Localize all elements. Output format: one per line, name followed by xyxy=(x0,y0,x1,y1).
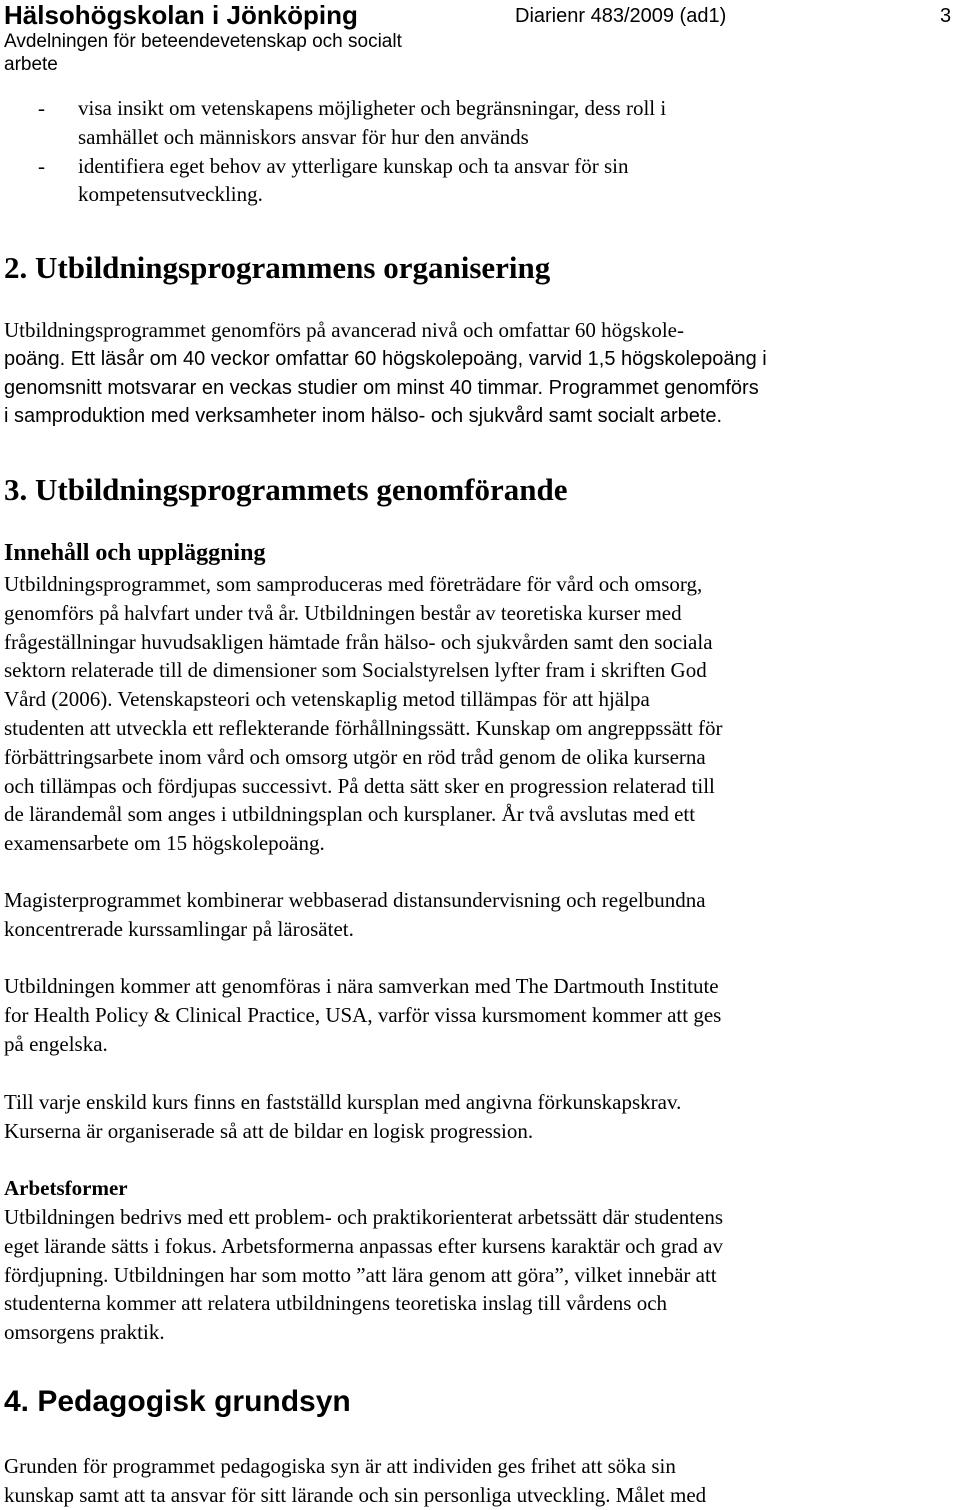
section-3-paragraph-4 xyxy=(4,1088,954,1146)
text-line: sektorn relaterade till de dimensioner som Socialstyrelsen lyfter fram i skriften God xyxy=(4,658,707,683)
section-3-paragraph-2 xyxy=(4,886,954,944)
text-line: studenterna kommer att relatera utbildningens teoretiska inslag till vårdens och xyxy=(4,1291,668,1316)
text-line: Utbildningsprogrammet, som samproduceras med företrädare för vård och omsorg, xyxy=(4,572,703,596)
text-line: koncentrerade kurssamlingar på lärosätet. xyxy=(4,916,354,941)
text-line: poäng. Ett läsår om 40 veckor omfattar 60 högskolepoäng, varvid 1,5 högskolepoäng i xyxy=(4,347,767,370)
text-line: Magisterprogrammet kombinerar webbaserad distansundervisning och regelbundna xyxy=(4,888,706,912)
text-line: kunskap samt att ta ansvar för sitt lärande och sin personliga utveckling. Målet med xyxy=(4,1482,707,1507)
text-line: studenten att utveckla ett reflekterande förhållningssätt. Kunskap om angreppssätt för xyxy=(4,715,723,740)
section-3-heading: 3. Utbildningsprogrammets genomförande xyxy=(4,472,568,507)
text-line: omsorgens praktik. xyxy=(4,1320,165,1345)
header-institution: Hälsohögskolan i Jönköping xyxy=(4,0,358,30)
text-line: eget lärande sätts i fokus. Arbetsformerna anpassas efter kursens karaktär och grad av xyxy=(4,1233,723,1258)
text-line: Till varje enskild kurs finns en fastställd kursplan med angivna förkunskapskrav. xyxy=(4,1090,682,1114)
section-4-paragraph xyxy=(4,1452,954,1510)
text-line: de lärandemål som anges i utbildningsplan och kursplaner. År två avslutas med ett xyxy=(4,802,696,827)
text-line: for Health Policy & Clinical Practice, USA, varför vissa kursmoment kommer att ges xyxy=(4,1002,722,1027)
bullet-list xyxy=(4,94,954,209)
text-line: på engelska. xyxy=(4,1031,108,1056)
text-line: och tillämpas och fördjupas successivt. På detta sätt sker en progression relaterad till xyxy=(4,773,715,798)
section-4-heading: 4. Pedagogisk grundsyn xyxy=(4,1385,351,1418)
text-line: förbättringsarbete inom vård och omsorg utgör en röd tråd genom de olika kurserna xyxy=(4,744,706,769)
text-line: Utbildningen bedrivs med ett problem- och praktikorienterat arbetssätt där studentens xyxy=(4,1205,724,1229)
bullet-line: kompetensutveckling. xyxy=(78,182,263,207)
bullet-dash: - xyxy=(38,96,45,120)
section-3-paragraph-3 xyxy=(4,972,954,1058)
text-line: frågeställningar huvudsakligen hämtade från hälso- och sjukvården samt den sociala xyxy=(4,629,713,654)
header-department: Avdelningen för beteendevetenskap och socialt arbete xyxy=(4,31,402,75)
section-3-subheading: Innehåll och uppläggning xyxy=(4,540,266,566)
section-2-paragraph xyxy=(4,316,954,431)
text-line: examensarbete om 15 högskolepoäng. xyxy=(4,831,325,856)
text-line: genomsnitt motsvarar en veckas studier om minst 40 timmar. Programmet genomförs xyxy=(4,376,759,399)
page-number: 3 xyxy=(940,5,952,27)
arbetsformer-heading: Arbetsformer xyxy=(4,1176,128,1200)
text-line: Kurserna är organiserade så att de bildar en logisk progression. xyxy=(4,1118,534,1143)
text-line: Grunden för programmet pedagogiska syn är att individen ges frihet att söka sin xyxy=(4,1454,676,1478)
text-line: Utbildningen kommer att genomföras i nära samverkan med The Dartmouth Institute xyxy=(4,974,719,998)
section-3-paragraph-5 xyxy=(4,1203,954,1347)
section-2-heading: 2. Utbildningsprogrammens organisering xyxy=(4,250,551,285)
header-diarienr: Diarienr 483/2009 (ad1) xyxy=(515,5,727,27)
text-line: genomförs på halvfart under två år. Utbildningen består av teoretiska kurser med xyxy=(4,600,682,625)
bullet-dash: - xyxy=(38,153,45,178)
bullet-line: samhället och människors ansvar för hur den används xyxy=(78,124,529,149)
text-line: Vård (2006). Vetenskapsteori och vetenskaplig metod tillämpas för att hjälpa xyxy=(4,687,650,712)
text-line: Utbildningsprogrammet genomförs på avancerad nivå och omfattar 60 högskole- xyxy=(4,318,684,342)
bullet-line: visa insikt om vetenskapens möjligheter och begränsningar, dess roll i xyxy=(78,96,667,120)
text-line: fördjupning. Utbildningen har som motto ”att lära genom att göra”, vilket innebär att xyxy=(4,1262,717,1287)
bullet-item xyxy=(4,152,954,210)
section-3-paragraph-1 xyxy=(4,570,954,858)
bullet-item xyxy=(4,94,954,152)
bullet-line: identifiera eget behov av ytterligare kunskap och ta ansvar för sin xyxy=(78,153,629,178)
text-line: i samproduktion med verksamheter inom hälso- och sjukvård samt socialt arbete. xyxy=(4,405,723,428)
